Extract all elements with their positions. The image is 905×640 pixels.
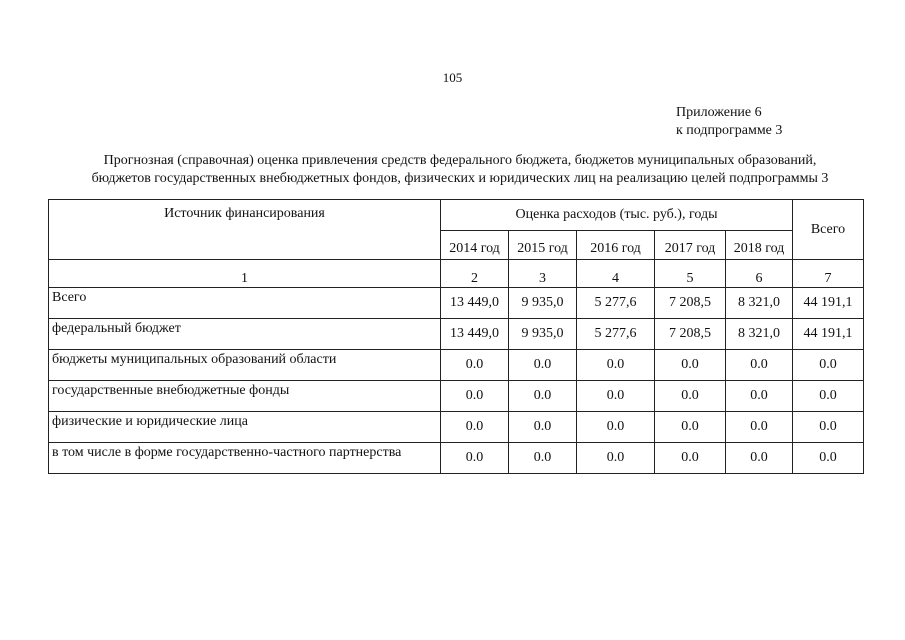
document-title [40, 152, 880, 188]
cell-value: 0.0 [577, 443, 655, 474]
column-number: 3 [509, 260, 577, 288]
table-row [49, 350, 864, 381]
cell-value: 0.0 [441, 412, 509, 443]
cell-value: 9 935,0 [509, 288, 577, 319]
cell-total: 0.0 [793, 381, 864, 412]
cell-value: 0.0 [726, 350, 793, 381]
cell-value: 8 321,0 [726, 288, 793, 319]
appendix-line-1: Приложение 6 [676, 105, 762, 120]
cell-total: 44 191,1 [793, 319, 864, 350]
row-label: физические и юридические лица [49, 412, 441, 443]
cell-total: 0.0 [793, 412, 864, 443]
column-number: 4 [577, 260, 655, 288]
cell-value: 13 449,0 [441, 319, 509, 350]
cell-value: 0.0 [441, 350, 509, 381]
header-total: Всего [793, 200, 864, 260]
cell-value: 0.0 [577, 350, 655, 381]
cell-value: 0.0 [577, 381, 655, 412]
appendix-note [676, 104, 782, 140]
header-year: 2017 год [655, 231, 726, 260]
cell-total: 0.0 [793, 350, 864, 381]
cell-value: 0.0 [441, 443, 509, 474]
cell-value: 5 277,6 [577, 288, 655, 319]
cell-value: 0.0 [509, 412, 577, 443]
table-row [49, 288, 864, 319]
page-number: 105 [442, 70, 463, 85]
document-title-line-1: Прогнозная (справочная) оценка привлечения средств федерального бюджета, бюджетов муниципальных образований, [103, 153, 817, 168]
cell-value: 0.0 [441, 381, 509, 412]
cell-value: 9 935,0 [509, 319, 577, 350]
column-number: 1 [49, 260, 441, 288]
table-row [49, 381, 864, 412]
cell-value: 0.0 [655, 412, 726, 443]
row-label: государственные внебюджетные фонды [49, 381, 441, 412]
cell-value: 0.0 [509, 350, 577, 381]
cell-value: 7 208,5 [655, 288, 726, 319]
table-row [49, 412, 864, 443]
cell-value: 0.0 [655, 381, 726, 412]
cell-value: 7 208,5 [655, 319, 726, 350]
row-label: федеральный бюджет [49, 319, 441, 350]
cell-value: 0.0 [726, 381, 793, 412]
cell-value: 5 277,6 [577, 319, 655, 350]
header-source: Источник финансирования [49, 200, 441, 260]
column-number: 6 [726, 260, 793, 288]
row-label: Всего [49, 288, 441, 319]
header-row-1 [49, 200, 864, 231]
header-year: 2015 год [509, 231, 577, 260]
cell-value: 0.0 [509, 443, 577, 474]
column-number: 7 [793, 260, 864, 288]
table-row [49, 319, 864, 350]
header-year: 2018 год [726, 231, 793, 260]
cell-value: 0.0 [726, 412, 793, 443]
funding-table [48, 199, 864, 474]
document-title-line-2: бюджетов государственных внебюджетных фондов, физических и юридических лиц на реализацию целей подпрограммы 3 [91, 171, 829, 186]
header-year: 2016 год [577, 231, 655, 260]
cell-value: 0.0 [655, 350, 726, 381]
cell-value: 0.0 [726, 443, 793, 474]
appendix-line-2: к подпрограмме 3 [676, 123, 783, 138]
cell-value: 0.0 [509, 381, 577, 412]
column-number: 2 [441, 260, 509, 288]
header-year: 2014 год [441, 231, 509, 260]
column-number-row [49, 260, 864, 288]
header-expense-estimate: Оценка расходов (тыс. руб.), годы [441, 200, 793, 231]
column-number: 5 [655, 260, 726, 288]
row-label: в том числе в форме государственно-частного партнерства [49, 443, 441, 474]
cell-value: 13 449,0 [441, 288, 509, 319]
cell-value: 0.0 [577, 412, 655, 443]
row-label: бюджеты муниципальных образований области [49, 350, 441, 381]
cell-value: 8 321,0 [726, 319, 793, 350]
table-row [49, 443, 864, 474]
cell-value: 0.0 [655, 443, 726, 474]
cell-total: 44 191,1 [793, 288, 864, 319]
cell-total: 0.0 [793, 443, 864, 474]
